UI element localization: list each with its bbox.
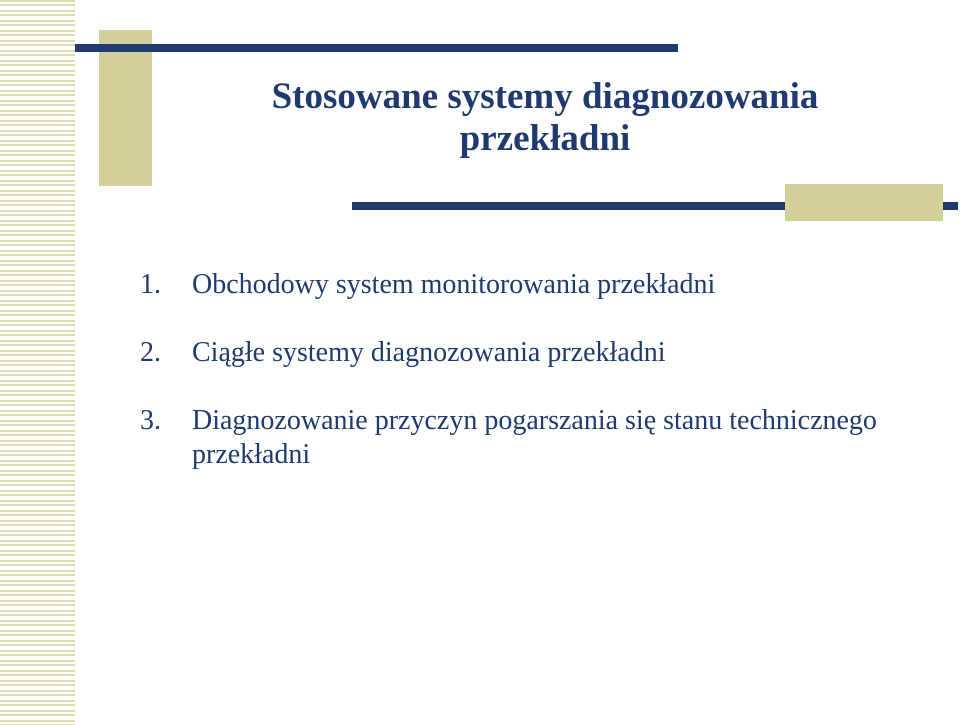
slide-title [190,76,900,160]
title-accent-square [99,30,152,186]
decorative-striped-strip [0,0,75,725]
list-item-number: 3. [140,405,161,436]
list-item-number: 1. [140,269,161,300]
list-item [140,336,930,370]
list-item-text: Ciągłe systemy diagnozowania przekładni [192,337,666,368]
slide-title-line-2: przekładni [459,118,631,159]
list-item-text: Diagnozowanie przyczyn pogarszania się stanu technicznego przekładni [192,405,877,470]
list-item [140,268,930,302]
slide-title-line-1: Stosowane systemy diagnozowania [271,76,819,117]
list-item-text: Obchodowy system monitorowania przekładni [192,269,716,300]
list-item-number: 2. [140,337,161,368]
list-item [140,404,930,472]
numbered-list [140,268,930,506]
title-top-rule [75,44,678,52]
rule-accent-square [785,184,943,221]
